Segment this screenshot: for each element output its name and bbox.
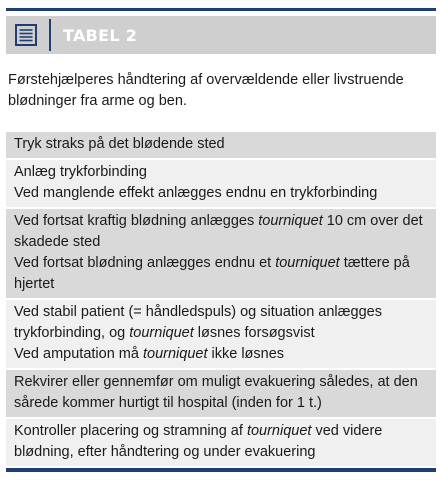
term-italic: tourniquet	[246, 423, 312, 439]
table-row-line	[14, 183, 428, 204]
table-row	[6, 158, 436, 207]
top-rule	[6, 8, 436, 11]
text-segment: 10 cm over det skadede sted	[14, 213, 423, 250]
bottom-rule	[6, 468, 436, 472]
table-row-line	[14, 162, 428, 183]
text-segment: ikke løsnes	[207, 346, 285, 362]
table-row	[6, 132, 436, 158]
text-segment: løsnes forsøgsvist	[193, 325, 315, 341]
term-italic: tourniquet	[258, 213, 323, 229]
text-segment: Tryk straks på det blødende sted	[14, 136, 225, 152]
text-segment: Rekvirer eller gennemfør om muligt evakuering således, at den sårede kommer hurtigt til hospital (inden for 1 t.)	[14, 374, 418, 411]
text-segment: Ved manglende effekt anlægges endnu en trykforbinding	[14, 185, 378, 201]
table-label: TABEL 2	[63, 25, 138, 45]
term-italic: tourniquet	[275, 255, 340, 271]
text-segment: Ved amputation må	[14, 346, 143, 362]
table-row-line	[14, 302, 428, 344]
text-segment: Ved fortsat kraftig blødning anlægges	[14, 213, 259, 229]
table-row-line	[14, 344, 428, 365]
table-row-line	[14, 211, 428, 253]
text-segment: tættere på hjertet	[14, 255, 410, 292]
table-row	[6, 368, 436, 417]
text-segment: Kontroller placering og stramning af	[14, 423, 247, 439]
term-italic: tourniquet	[142, 346, 208, 362]
table-row-line	[14, 372, 428, 414]
text-segment: Anlæg trykforbinding	[14, 164, 147, 180]
document-list-icon	[6, 16, 46, 54]
text-segment: Ved stabil patient (= håndledspuls) og situation anlægges trykforbinding, og	[14, 304, 382, 341]
text-segment: ved videre blødning, efter håndtering og under evakuering	[14, 423, 383, 460]
table-header	[6, 16, 436, 54]
header-divider	[49, 19, 51, 51]
table-caption: Førstehjælperes håndtering af overvældende eller livstruende blødninger fra arme og ben.	[8, 72, 404, 109]
table-row	[6, 417, 436, 466]
term-italic: tourniquet	[129, 325, 194, 341]
table-row-line	[14, 134, 428, 155]
table-row-line	[14, 253, 428, 295]
text-segment: Ved fortsat blødning anlægges endnu et	[14, 255, 276, 271]
table-body	[6, 132, 436, 466]
table-row	[6, 207, 436, 298]
table-row-line	[14, 421, 428, 463]
table-row	[6, 298, 436, 368]
